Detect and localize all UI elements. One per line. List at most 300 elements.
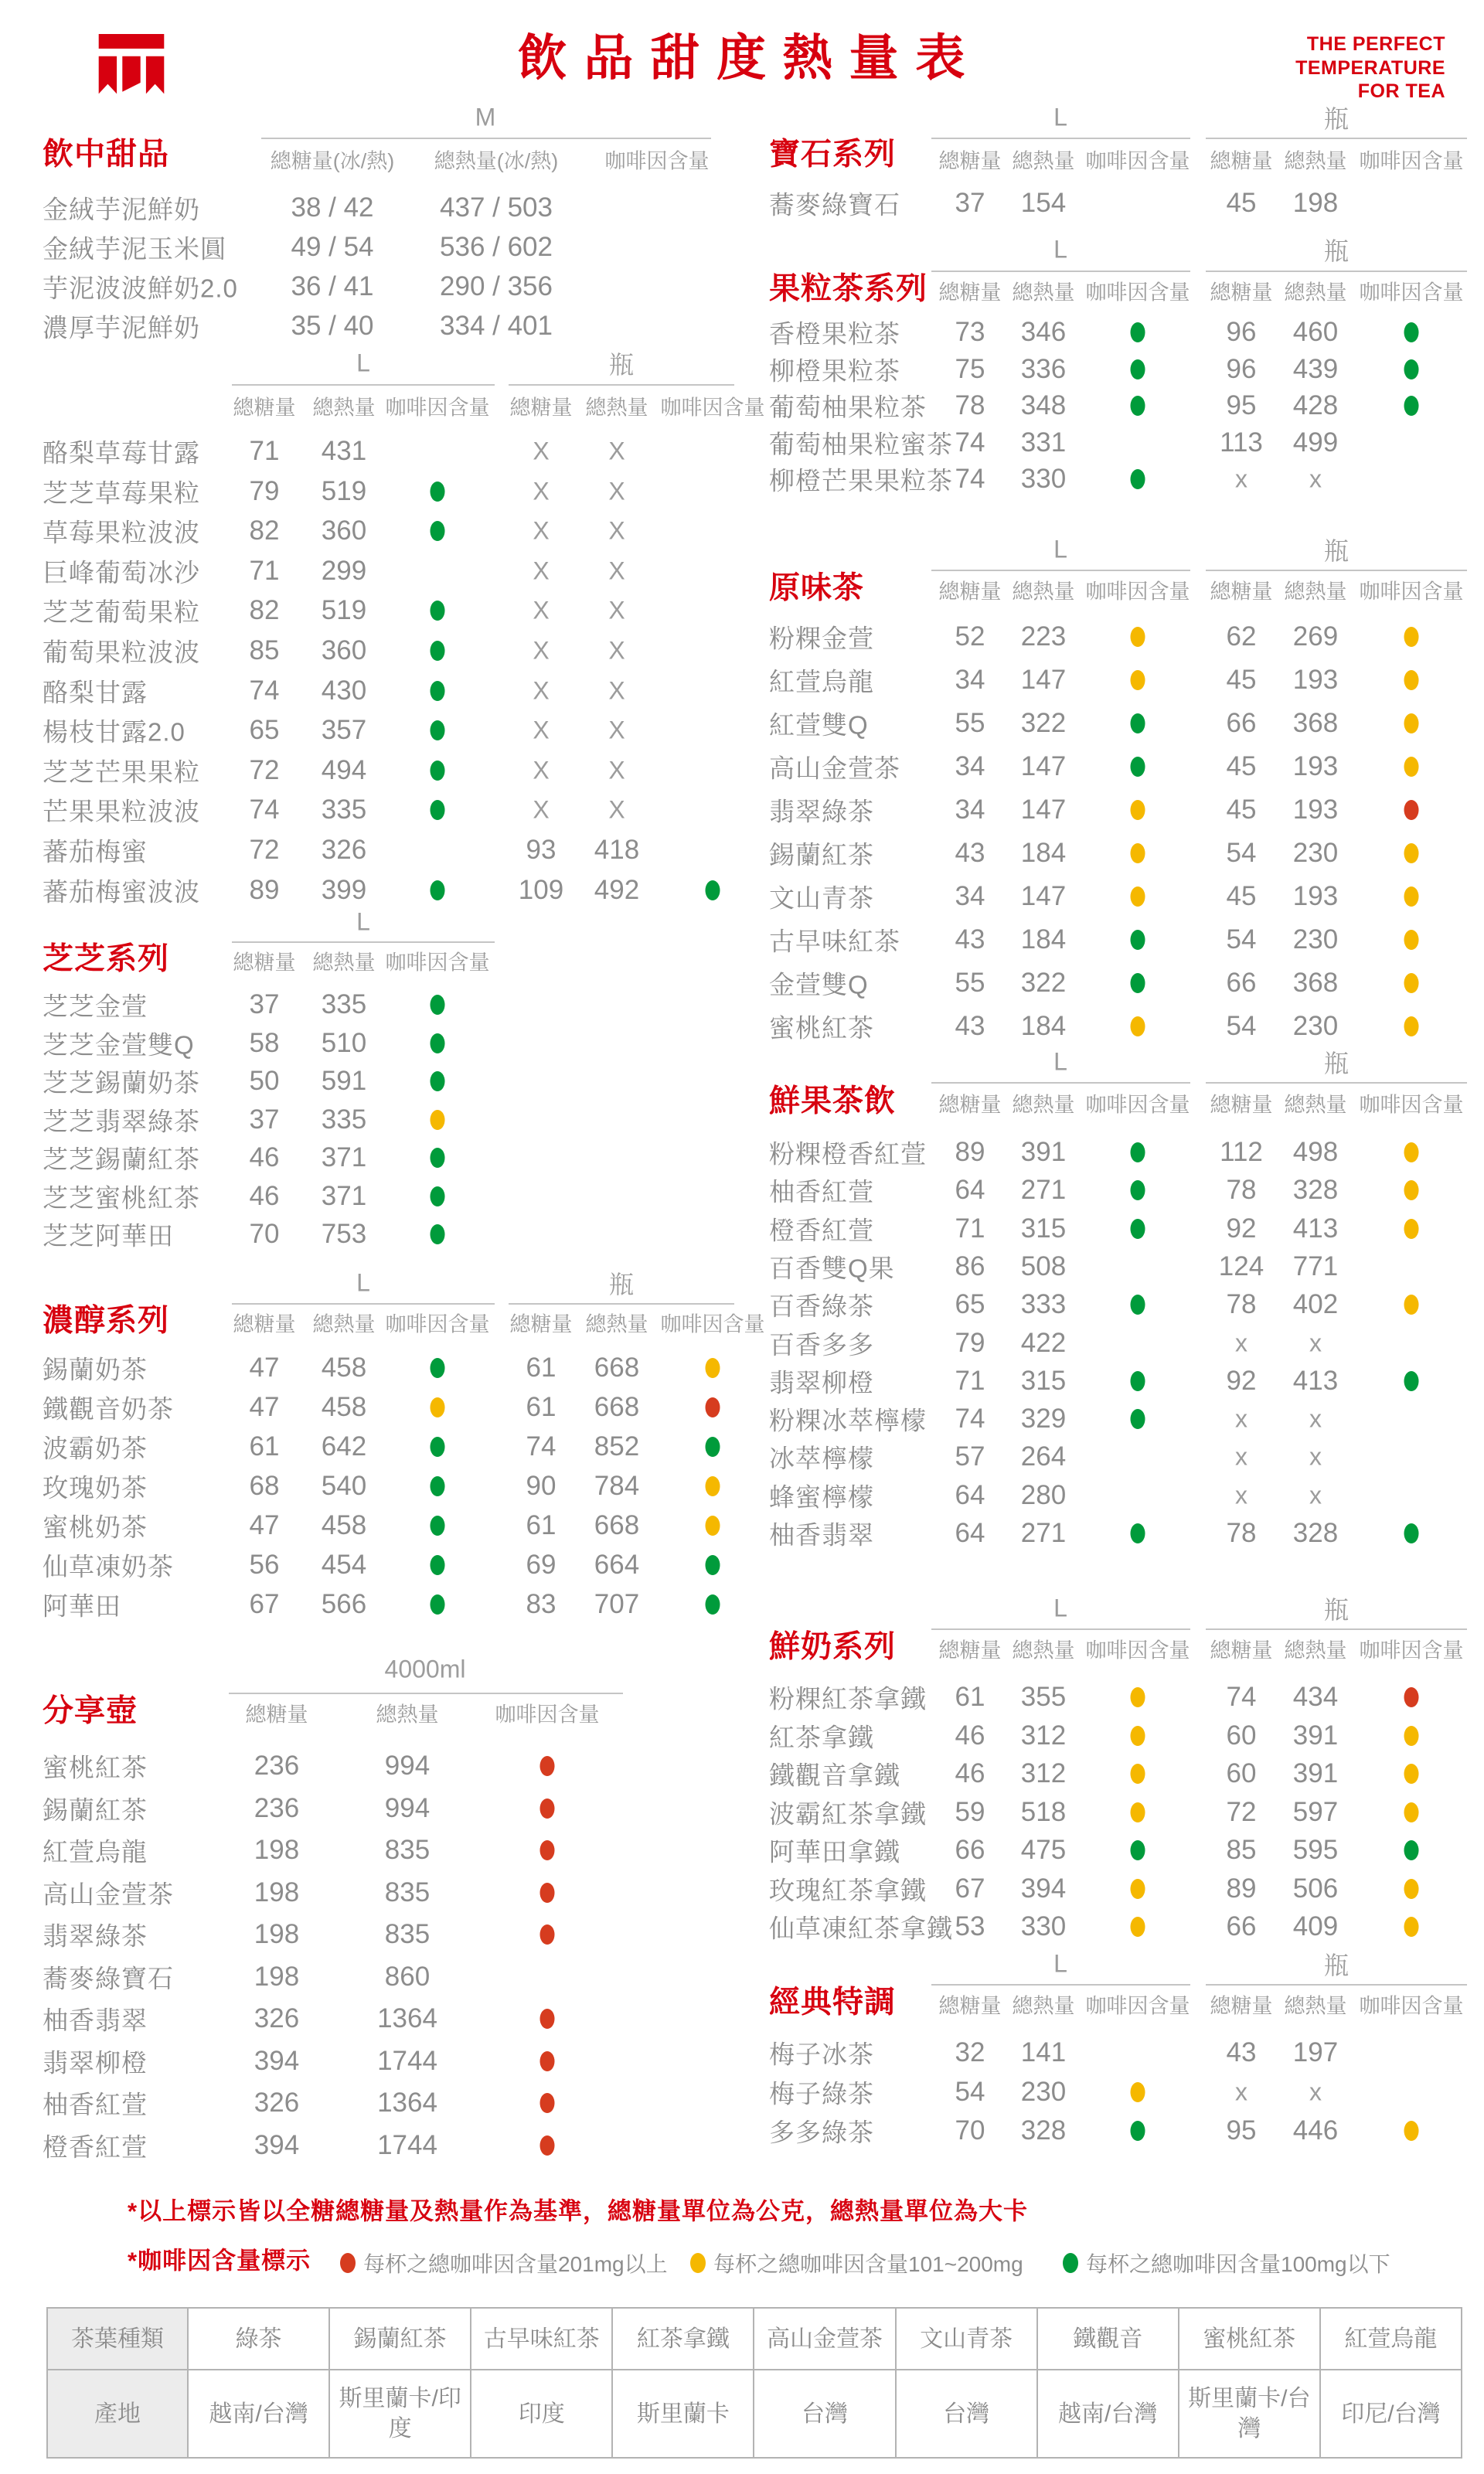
value: 418 bbox=[594, 835, 640, 865]
value: 60 bbox=[1226, 1720, 1257, 1751]
header-underline bbox=[1206, 1628, 1467, 1630]
value: 79 bbox=[955, 1328, 985, 1358]
value: 46 bbox=[249, 1181, 280, 1211]
section-title-milk: 鮮奶系列 bbox=[769, 1629, 896, 1664]
value: 147 bbox=[1020, 881, 1067, 911]
caffeine-dot-yellow bbox=[1131, 670, 1145, 690]
page-title: 飲 品 甜 度 熱 量 表 bbox=[517, 30, 967, 86]
value: 34 bbox=[955, 665, 985, 695]
value: 95 bbox=[1226, 2115, 1257, 2146]
value: 508 bbox=[1020, 1251, 1067, 1281]
column-header: 咖啡因含量 bbox=[495, 1703, 600, 1727]
caffeine-dot-yellow bbox=[1404, 1879, 1419, 1899]
tagline-line: THE PERFECT bbox=[1306, 33, 1445, 55]
not-available-mark: X bbox=[608, 556, 625, 585]
value: 78 bbox=[1226, 1518, 1257, 1548]
size-label: 瓶 bbox=[1323, 105, 1350, 133]
caffeine-dot-green bbox=[431, 761, 445, 781]
value: 271 bbox=[1020, 1175, 1067, 1205]
value: 72 bbox=[249, 755, 280, 785]
column-header: 總熱量 bbox=[585, 1312, 648, 1336]
column-header: 總糖量 bbox=[233, 951, 296, 975]
drink-name: 草莓果粒波波 bbox=[43, 518, 200, 547]
caffeine-dot-yellow bbox=[1404, 886, 1419, 907]
value: 668 bbox=[594, 1510, 640, 1540]
header-underline bbox=[261, 138, 711, 139]
value: 460 bbox=[1292, 317, 1339, 347]
value: 45 bbox=[1226, 795, 1257, 825]
value: 510 bbox=[321, 1028, 367, 1058]
drink-name: 芝芝翡翠綠茶 bbox=[43, 1107, 200, 1136]
not-available-mark: x bbox=[1235, 1481, 1247, 1509]
drink-name: 柳橙芒果果粒茶 bbox=[769, 466, 953, 495]
drink-name: 葡萄柚果粒蜜茶 bbox=[769, 430, 953, 459]
value: 334 / 401 bbox=[440, 311, 553, 341]
value: 707 bbox=[594, 1589, 640, 1619]
value: 147 bbox=[1020, 751, 1067, 781]
value: 53 bbox=[955, 1911, 985, 1941]
value: 668 bbox=[594, 1353, 640, 1383]
not-available-mark: X bbox=[533, 716, 550, 744]
value: 236 bbox=[254, 1793, 300, 1823]
drink-name: 金絨芋泥玉米圓 bbox=[43, 234, 226, 264]
caffeine-dot-yellow bbox=[1404, 1142, 1419, 1162]
caffeine-dot-green bbox=[431, 720, 445, 740]
legend-text: 每杯之總咖啡因含量201mg以上 bbox=[363, 2252, 668, 2276]
value: 89 bbox=[955, 1137, 985, 1167]
column-header: 咖啡因含量 bbox=[1359, 149, 1464, 173]
drink-name: 仙草凍紅茶拿鐵 bbox=[769, 1914, 953, 1943]
value: 59 bbox=[955, 1797, 985, 1827]
value: 335 bbox=[321, 989, 367, 1019]
value: 96 bbox=[1226, 354, 1257, 384]
caffeine-dot-green bbox=[431, 1555, 445, 1575]
value: 394 bbox=[254, 2046, 300, 2076]
tea-table-row-header: 產地 bbox=[47, 2370, 188, 2458]
column-header: 咖啡因含量 bbox=[1085, 1639, 1190, 1662]
drink-name: 紅萱烏龍 bbox=[769, 667, 874, 696]
value: 371 bbox=[321, 1181, 367, 1211]
value: 454 bbox=[321, 1550, 367, 1580]
value: 47 bbox=[249, 1510, 280, 1540]
caffeine-dot-green bbox=[1131, 1219, 1145, 1239]
value: 994 bbox=[384, 1793, 431, 1823]
drink-name: 巨峰葡萄冰沙 bbox=[43, 558, 200, 587]
value: 193 bbox=[1292, 881, 1339, 911]
drink-name: 粉粿冰萃檸檬 bbox=[769, 1406, 927, 1435]
drink-name: 多多綠茶 bbox=[769, 2118, 874, 2147]
value: 494 bbox=[321, 755, 367, 785]
header-underline bbox=[1206, 1082, 1467, 1084]
value: 236 bbox=[254, 1751, 300, 1781]
value: 78 bbox=[1226, 1289, 1257, 1319]
drink-name: 芝芝金萱雙Q bbox=[43, 1030, 195, 1060]
value: 519 bbox=[321, 476, 367, 506]
caffeine-dot-green bbox=[431, 880, 445, 900]
value: 193 bbox=[1292, 795, 1339, 825]
drink-name: 波霸紅茶拿鐵 bbox=[769, 1799, 927, 1829]
note-basis: *以上標示皆以全糖總糖量及熱量作為基準，總糖量單位為公克，總熱量單位為大卡 bbox=[128, 2197, 1029, 2225]
column-header: 總熱量 bbox=[312, 951, 376, 975]
caffeine-dot-red bbox=[540, 2009, 555, 2029]
caffeine-dot-green bbox=[431, 521, 445, 541]
value: 328 bbox=[1292, 1175, 1339, 1205]
drink-name: 粉粿金萱 bbox=[769, 624, 874, 653]
not-available-mark: X bbox=[608, 716, 625, 744]
value: 271 bbox=[1020, 1518, 1067, 1548]
drink-name: 柚香翡翠 bbox=[769, 1520, 874, 1550]
caffeine-dot-yellow bbox=[1404, 1726, 1419, 1746]
value: 492 bbox=[594, 875, 640, 905]
not-available-mark: X bbox=[533, 795, 550, 824]
tagline-line: TEMPERATURE bbox=[1295, 56, 1445, 79]
column-header: 咖啡因含量 bbox=[1085, 580, 1190, 604]
caffeine-dot-red bbox=[1404, 800, 1419, 820]
drink-name: 錫蘭奶茶 bbox=[43, 1355, 148, 1384]
section-title-fresh_fruit: 鮮果茶飲 bbox=[769, 1084, 896, 1118]
drink-name: 濃厚芋泥鮮奶 bbox=[43, 313, 200, 342]
caffeine-dot-yellow bbox=[1404, 973, 1419, 993]
value: 74 bbox=[955, 464, 985, 494]
value: 566 bbox=[321, 1589, 367, 1619]
value: 299 bbox=[321, 556, 367, 586]
value: 69 bbox=[526, 1550, 556, 1580]
caffeine-dot-yellow bbox=[1404, 1802, 1419, 1822]
drink-name: 香橙果粒茶 bbox=[769, 319, 900, 349]
caffeine-dot-yellow bbox=[1404, 930, 1419, 950]
tea-origin-cell: 越南/台灣 bbox=[188, 2370, 329, 2458]
value: 45 bbox=[1226, 188, 1257, 218]
header-underline bbox=[931, 271, 1190, 272]
value: 290 / 356 bbox=[440, 271, 553, 301]
value: 71 bbox=[955, 1213, 985, 1244]
not-available-mark: X bbox=[533, 477, 550, 505]
not-available-mark: X bbox=[533, 437, 550, 465]
column-header: 總糖量 bbox=[938, 1639, 1002, 1662]
caffeine-dot-green bbox=[1131, 1180, 1145, 1200]
value: 154 bbox=[1020, 188, 1067, 218]
value: 413 bbox=[1292, 1213, 1339, 1244]
drink-name: 粉粿紅茶拿鐵 bbox=[769, 1684, 927, 1713]
value: 54 bbox=[1226, 924, 1257, 955]
drink-name: 阿華田拿鐵 bbox=[769, 1837, 900, 1867]
caffeine-dot-yellow bbox=[1404, 1219, 1419, 1239]
value: 422 bbox=[1020, 1328, 1067, 1358]
tea-type-cell: 高山金萱茶 bbox=[754, 2308, 895, 2370]
value: 591 bbox=[321, 1066, 367, 1096]
column-header: 咖啡因含量 bbox=[1359, 1994, 1464, 2018]
value: 73 bbox=[955, 317, 985, 347]
value: 83 bbox=[526, 1589, 556, 1619]
value: 184 bbox=[1020, 838, 1067, 868]
value: 37 bbox=[249, 1104, 280, 1135]
caffeine-dot-red bbox=[540, 2135, 555, 2156]
value: 399 bbox=[321, 875, 367, 905]
value: 49 / 54 bbox=[291, 232, 374, 262]
header-underline bbox=[931, 1082, 1190, 1084]
not-available-mark: x bbox=[1235, 2078, 1247, 2106]
drink-name: 文山青茶 bbox=[769, 883, 874, 913]
value: 357 bbox=[321, 715, 367, 745]
header-underline bbox=[931, 1984, 1190, 1986]
caffeine-dot-yellow bbox=[1131, 1687, 1145, 1707]
value: 45 bbox=[1226, 881, 1257, 911]
caffeine-dot-red bbox=[340, 2253, 356, 2273]
value: 264 bbox=[1020, 1441, 1067, 1472]
value: 43 bbox=[955, 924, 985, 955]
caffeine-dot-green bbox=[431, 482, 445, 502]
drink-name: 芋泥波波鮮奶2.0 bbox=[43, 274, 238, 303]
drink-name: 冰萃檸檬 bbox=[769, 1444, 874, 1473]
size-label: 瓶 bbox=[608, 1271, 635, 1298]
legend-text: 每杯之總咖啡因含量101~200mg bbox=[713, 2252, 1023, 2276]
caffeine-dot-green bbox=[1131, 1295, 1145, 1315]
value: 360 bbox=[321, 516, 367, 546]
column-header: 咖啡因含量 bbox=[1359, 1093, 1464, 1117]
column-header: 總糖量 bbox=[938, 149, 1002, 173]
drink-name: 梅子冰茶 bbox=[769, 2040, 874, 2069]
tea-type-cell: 紅萱烏龍 bbox=[1320, 2308, 1462, 2370]
header-underline bbox=[232, 941, 495, 943]
value: 430 bbox=[321, 676, 367, 706]
caffeine-dot-yellow bbox=[1404, 670, 1419, 690]
value: 371 bbox=[321, 1142, 367, 1172]
value: 198 bbox=[254, 1919, 300, 1949]
value: 391 bbox=[1292, 1758, 1339, 1788]
value: 852 bbox=[594, 1431, 640, 1462]
value: 328 bbox=[1020, 2115, 1067, 2146]
size-label: L bbox=[1053, 1949, 1067, 1978]
caffeine-dot-red bbox=[540, 1883, 555, 1903]
value: 64 bbox=[955, 1518, 985, 1548]
drink-name: 葡萄柚果粒茶 bbox=[769, 393, 927, 422]
value: 67 bbox=[249, 1589, 280, 1619]
size-label: L bbox=[356, 1268, 370, 1297]
size-label: L bbox=[1053, 103, 1067, 131]
value: 71 bbox=[955, 1366, 985, 1396]
drink-name: 柚香翡翠 bbox=[43, 2006, 148, 2035]
header-underline bbox=[1206, 271, 1467, 272]
not-available-mark: X bbox=[608, 437, 625, 465]
value: 1744 bbox=[377, 2130, 437, 2160]
value: 43 bbox=[1226, 2037, 1257, 2067]
value: 431 bbox=[321, 436, 367, 466]
value: 197 bbox=[1292, 2037, 1339, 2067]
header-underline bbox=[931, 570, 1190, 571]
column-header: 咖啡因含量 bbox=[660, 1312, 765, 1336]
caffeine-dot-yellow bbox=[1404, 627, 1419, 647]
legend-item-green bbox=[1063, 2248, 1390, 2278]
value: 46 bbox=[249, 1142, 280, 1172]
value: 1364 bbox=[377, 2088, 437, 2118]
value: 62 bbox=[1226, 621, 1257, 652]
header-underline bbox=[509, 1303, 734, 1305]
caffeine-dot-yellow bbox=[1404, 1764, 1419, 1784]
value: 66 bbox=[955, 1835, 985, 1865]
section-title-gem: 寶石系列 bbox=[769, 137, 896, 172]
value: 71 bbox=[249, 436, 280, 466]
header-underline bbox=[232, 1303, 495, 1305]
value: 784 bbox=[594, 1471, 640, 1501]
drink-name: 紅萱烏龍 bbox=[43, 1837, 148, 1867]
value: 333 bbox=[1020, 1289, 1067, 1319]
value: 67 bbox=[955, 1873, 985, 1904]
drink-name: 金萱雙Q bbox=[769, 970, 869, 999]
caffeine-dot-green bbox=[431, 800, 445, 820]
caffeine-dot-green bbox=[1131, 1409, 1145, 1429]
value: 835 bbox=[384, 1919, 431, 1949]
value: 312 bbox=[1020, 1758, 1067, 1788]
value: 74 bbox=[249, 676, 280, 706]
value: 90 bbox=[526, 1471, 556, 1501]
size-label: L bbox=[356, 907, 370, 936]
column-header: 咖啡因含量 bbox=[385, 396, 490, 420]
drink-name: 粉粿橙香紅萱 bbox=[769, 1139, 927, 1169]
value: 506 bbox=[1292, 1873, 1339, 1904]
value: 394 bbox=[1020, 1873, 1067, 1904]
value: 78 bbox=[955, 390, 985, 420]
value: 43 bbox=[955, 1011, 985, 1041]
caffeine-dot-green bbox=[1404, 322, 1419, 342]
tea-type-cell: 古早味紅茶 bbox=[471, 2308, 612, 2370]
caffeine-dot-yellow bbox=[1404, 1016, 1419, 1036]
caffeine-dot-green bbox=[431, 1476, 445, 1496]
value: 50 bbox=[249, 1066, 280, 1096]
caffeine-dot-red bbox=[540, 1840, 555, 1860]
drink-name: 芝芝錫蘭紅茶 bbox=[43, 1145, 200, 1174]
value: 65 bbox=[955, 1289, 985, 1319]
caffeine-dot-red bbox=[540, 2051, 555, 2071]
value: 57 bbox=[955, 1441, 985, 1472]
legend-text: 每杯之總咖啡因含量100mg以下 bbox=[1086, 2252, 1390, 2276]
caffeine-dot-green bbox=[1131, 1523, 1145, 1543]
value: 499 bbox=[1292, 427, 1339, 458]
caffeine-dot-yellow bbox=[1404, 757, 1419, 777]
value: 47 bbox=[249, 1353, 280, 1383]
not-available-mark: X bbox=[608, 676, 625, 705]
value: 86 bbox=[955, 1251, 985, 1281]
value: 458 bbox=[321, 1510, 367, 1540]
brand-tagline bbox=[1295, 32, 1445, 104]
caffeine-dot-green bbox=[1131, 713, 1145, 733]
value: 74 bbox=[1226, 1682, 1257, 1712]
section-title-pot: 分享壺 bbox=[43, 1693, 138, 1728]
column-header: 總糖量 bbox=[1210, 580, 1273, 604]
column-header: 總熱量 bbox=[1284, 1093, 1347, 1117]
column-header: 咖啡因含量 bbox=[1359, 281, 1464, 305]
value: 61 bbox=[955, 1682, 985, 1712]
value: 198 bbox=[254, 1835, 300, 1865]
section-title-rich: 濃醇系列 bbox=[43, 1303, 169, 1338]
caffeine-dot-yellow bbox=[1131, 1802, 1145, 1822]
column-header: 總糖量 bbox=[938, 281, 1002, 305]
value: 458 bbox=[321, 1392, 367, 1422]
caffeine-dot-green bbox=[431, 1186, 445, 1206]
column-header: 總熱量 bbox=[1284, 580, 1347, 604]
value: 109 bbox=[518, 875, 564, 905]
drink-name: 芝芝蜜桃紅茶 bbox=[43, 1183, 200, 1213]
value: 184 bbox=[1020, 1011, 1067, 1041]
header-underline bbox=[229, 1693, 623, 1694]
value: 322 bbox=[1020, 968, 1067, 998]
caffeine-dot-green bbox=[431, 601, 445, 621]
caffeine-dot-yellow bbox=[706, 1358, 720, 1378]
column-header: 總熱量 bbox=[376, 1703, 439, 1727]
column-header: 總糖量 bbox=[509, 396, 573, 420]
value: 331 bbox=[1020, 427, 1067, 458]
caffeine-dot-green bbox=[431, 1148, 445, 1168]
column-header: 總熱量 bbox=[1284, 281, 1347, 305]
drink-name: 翡翠綠茶 bbox=[769, 797, 874, 826]
value: 92 bbox=[1226, 1213, 1257, 1244]
value: 47 bbox=[249, 1392, 280, 1422]
value: 46 bbox=[955, 1720, 985, 1751]
not-available-mark: X bbox=[608, 756, 625, 784]
caffeine-dot-red bbox=[540, 1798, 555, 1819]
size-label: 4000ml bbox=[384, 1655, 466, 1683]
drink-name: 蜜桃奶茶 bbox=[43, 1513, 148, 1542]
value: 61 bbox=[526, 1353, 556, 1383]
caffeine-dot-green bbox=[1404, 1371, 1419, 1391]
caffeine-dot-green bbox=[706, 1594, 720, 1615]
value: 61 bbox=[526, 1510, 556, 1540]
drink-name: 柳橙果粒茶 bbox=[769, 356, 900, 386]
drink-name: 翡翠柳橙 bbox=[769, 1368, 874, 1397]
tea-origin-cell: 印尼/台灣 bbox=[1320, 2370, 1462, 2458]
column-header: 總糖量 bbox=[233, 396, 296, 420]
size-label: L bbox=[1053, 235, 1067, 264]
value: 536 / 602 bbox=[440, 232, 553, 262]
drink-name: 蜜桃紅茶 bbox=[769, 1013, 874, 1043]
value: 55 bbox=[955, 708, 985, 738]
column-header: 總糖量 bbox=[233, 1312, 296, 1336]
column-header: 總熱量 bbox=[1284, 1994, 1347, 2018]
value: 85 bbox=[1226, 1835, 1257, 1865]
caffeine-dot-green bbox=[1404, 396, 1419, 416]
value: 66 bbox=[1226, 968, 1257, 998]
size-label: 瓶 bbox=[1323, 1952, 1350, 1979]
not-available-mark: x bbox=[1309, 465, 1322, 493]
caffeine-dot-red bbox=[540, 2093, 555, 2113]
value: 45 bbox=[1226, 751, 1257, 781]
not-available-mark: X bbox=[533, 676, 550, 705]
value: 439 bbox=[1292, 354, 1339, 384]
header-underline bbox=[931, 138, 1190, 139]
value: 328 bbox=[1292, 1518, 1339, 1548]
value: 368 bbox=[1292, 708, 1339, 738]
drink-name: 玫瑰紅茶拿鐵 bbox=[769, 1876, 927, 1905]
caffeine-dot-yellow bbox=[706, 1516, 720, 1536]
column-header: 總熱量 bbox=[1012, 149, 1075, 173]
caffeine-dot-yellow bbox=[1404, 1295, 1419, 1315]
value: 74 bbox=[526, 1431, 556, 1462]
drink-name: 橙香紅萱 bbox=[43, 2132, 148, 2162]
caffeine-dot-yellow bbox=[1404, 713, 1419, 733]
not-available-mark: X bbox=[608, 636, 625, 665]
caffeine-dot-green bbox=[431, 1437, 445, 1457]
value: 95 bbox=[1226, 390, 1257, 420]
value: 368 bbox=[1292, 968, 1339, 998]
value: 52 bbox=[955, 621, 985, 652]
drink-name: 鐵觀音拿鐵 bbox=[769, 1761, 900, 1790]
size-label: L bbox=[1053, 1594, 1067, 1622]
column-header: 咖啡因含量 bbox=[385, 951, 490, 975]
value: 348 bbox=[1020, 390, 1067, 420]
caffeine-dot-yellow bbox=[1131, 1879, 1145, 1899]
drink-name: 波霸奶茶 bbox=[43, 1434, 148, 1463]
value: 60 bbox=[1226, 1758, 1257, 1788]
column-header: 總糖量 bbox=[1210, 1994, 1273, 2018]
